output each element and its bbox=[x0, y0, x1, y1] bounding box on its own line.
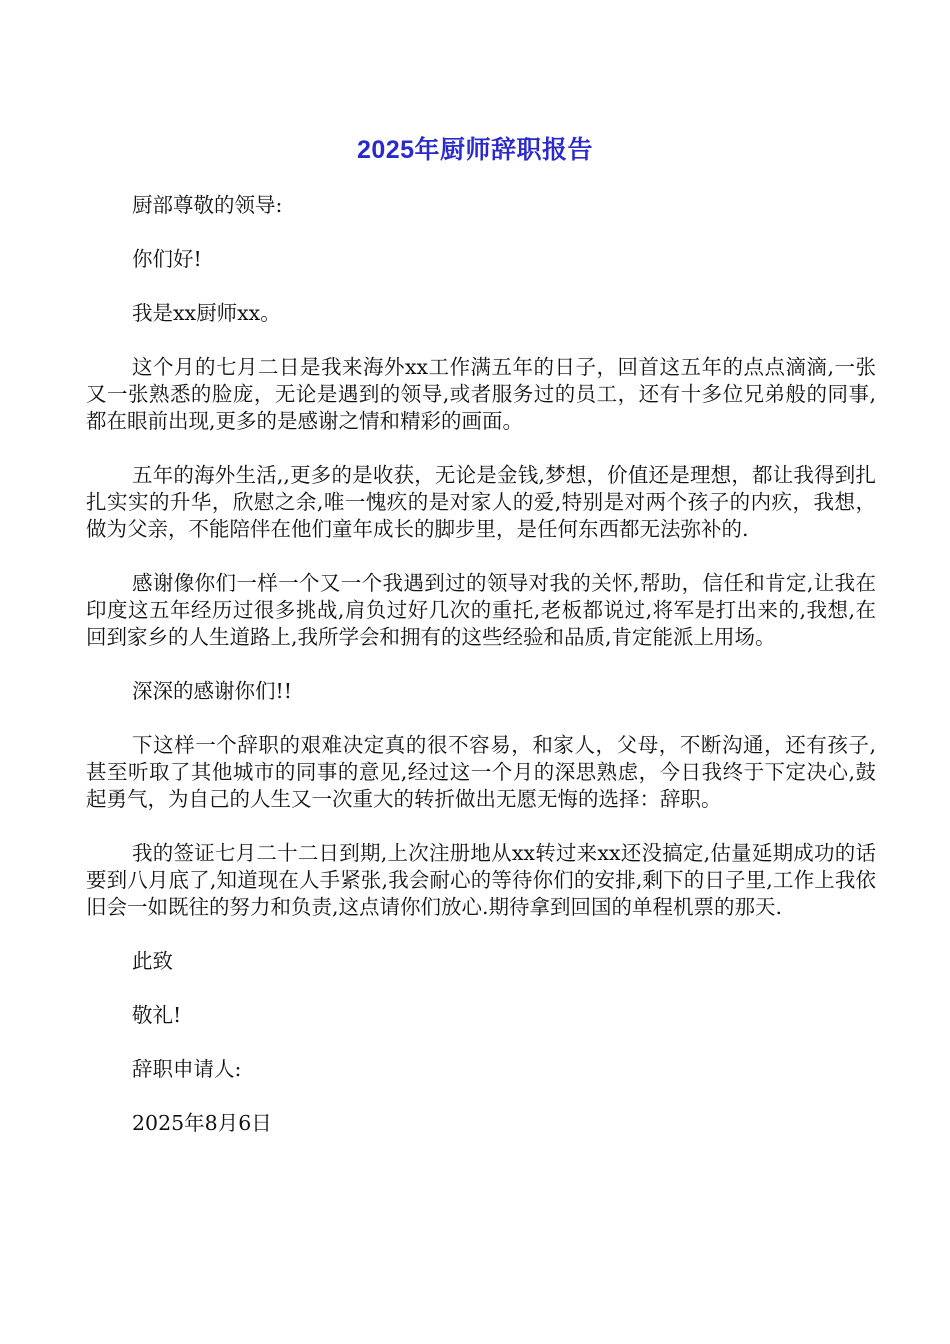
closing-line: 敬礼! bbox=[132, 1003, 182, 1027]
document-body bbox=[86, 165, 876, 1137]
document-title: 2025年厨师辞职报告 bbox=[356, 136, 594, 164]
paragraph: 我的签证七月二十二日到期,上次注册地从xx转过来xx还没搞定,估量延期成功的话要到八月底了,知道现在人手紧张,我会耐心的等待你们的安排,剩下的日子里,工作上我依旧会一如既往的努力和负责,这点请你们放心.期待拿到回国的单程机票的那天. bbox=[86, 841, 876, 919]
intro-line: 我是xx厨师xx。 bbox=[132, 301, 281, 325]
date-line: 2025年8月6日 bbox=[132, 1111, 272, 1135]
salutation: 厨部尊敬的领导: bbox=[132, 193, 283, 217]
paragraph: 五年的海外生活,,更多的是收获，无论是金钱,梦想，价值还是理想，都让我得到扎扎实实的升华，欣慰之余,唯一愧疚的是对家人的爱,特别是对两个孩子的内疚，我想，做为父亲，不能陪伴在他们童年成长的脚步里，是任何东西都无法弥补的. bbox=[86, 463, 876, 541]
thanks-line: 深深的感谢你们!! bbox=[132, 679, 292, 703]
greeting: 你们好! bbox=[132, 247, 202, 271]
paragraph: 下这样一个辞职的艰难决定真的很不容易，和家人，父母，不断沟通，还有孩子,甚至听取了其他城市的同事的意见,经过这一个月的深思熟虑，今日我终于下定决心,鼓起勇气，为自己的人生又一次重大的转折做出无愿无悔的选择：辞职。 bbox=[86, 733, 876, 811]
paragraph: 感谢像你们一样一个又一个我遇到过的领导对我的关怀,帮助，信任和肯定,让我在印度这五年经历过很多挑战,肩负过好几次的重托,老板都说过,将军是打出来的,我想,在回到家乡的人生道路上,我所学会和拥有的这些经验和品质,肯定能派上用场。 bbox=[86, 571, 876, 649]
paragraph: 这个月的七月二日是我来海外xx工作满五年的日子，回首这五年的点点滴滴,一张又一张熟悉的脸庞，无论是遇到的领导,或者服务过的员工，还有十多位兄弟般的同事,都在眼前出现,更多的是感谢之情和精彩的画面。 bbox=[86, 355, 876, 433]
closing-line: 此致 bbox=[132, 949, 173, 973]
signature-label: 辞职申请人: bbox=[132, 1057, 242, 1081]
